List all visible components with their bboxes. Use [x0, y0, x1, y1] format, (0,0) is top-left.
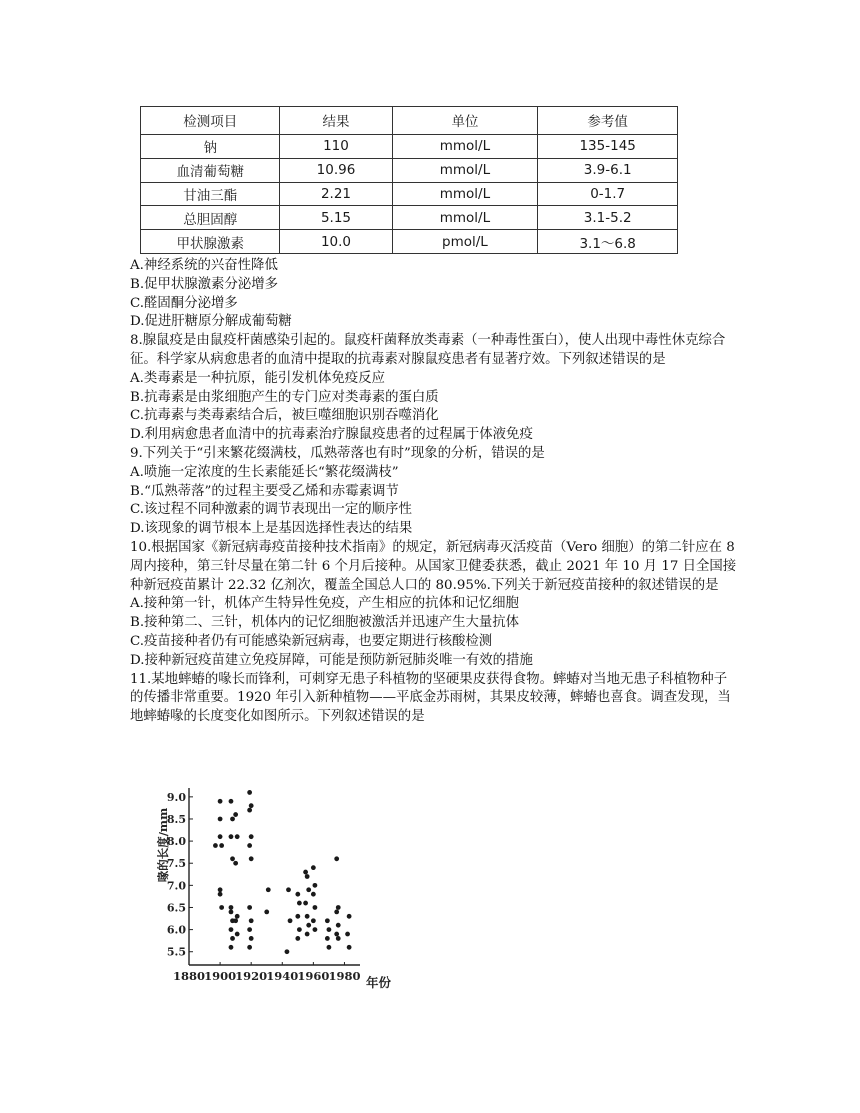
data-point — [334, 910, 339, 915]
table-row — [141, 158, 678, 182]
data-point — [230, 817, 235, 822]
question-text — [130, 257, 740, 727]
data-point — [233, 918, 238, 923]
x-tick-label: 1880 — [172, 969, 206, 983]
data-point — [297, 901, 302, 906]
data-point — [233, 812, 238, 817]
data-point — [303, 870, 308, 875]
data-point — [247, 790, 252, 795]
y-axis-label: 喙的长度/mm — [156, 807, 170, 883]
q10-option-a: A.接种第一针，机体产生特异性免疫，产生相应的抗体和记忆细胞 — [130, 596, 519, 612]
table-cell: mmol/L — [392, 134, 538, 158]
data-point — [295, 914, 300, 919]
data-point — [219, 843, 224, 848]
table-cell: 110 — [280, 134, 392, 158]
q7-option-b: B.促甲状腺激素分泌增多 — [130, 276, 279, 292]
table-cell: 3.1～6.8 — [538, 230, 678, 254]
data-point — [247, 843, 252, 848]
header-cell: 单位 — [392, 107, 538, 135]
y-tick-label: 6.0 — [166, 923, 186, 937]
data-point — [249, 803, 254, 808]
x-tick-label: 1900 — [204, 969, 237, 983]
data-point — [247, 945, 252, 950]
data-point — [286, 887, 291, 892]
data-point — [249, 936, 254, 941]
x-tick-label: 1920 — [235, 969, 268, 983]
header-cell: 参考值 — [538, 107, 678, 135]
table-cell: 血清葡萄糖 — [141, 158, 280, 182]
table-cell: mmol/L — [392, 182, 538, 206]
x-axis-label: 年份 — [366, 975, 392, 990]
y-tick-label: 8.5 — [166, 812, 186, 826]
data-point — [264, 910, 269, 915]
y-tick-label: 5.5 — [166, 945, 186, 959]
data-point — [218, 892, 223, 897]
data-point — [229, 799, 234, 804]
data-point — [229, 927, 234, 932]
table-row — [141, 182, 678, 206]
data-point — [249, 856, 254, 861]
table-row — [141, 134, 678, 158]
data-point — [247, 808, 252, 813]
data-point — [218, 834, 223, 839]
q9-stem: 9.下列关于“引来繁花缀满枝，瓜熟蒂落也有时”现象的分析，错误的是 — [130, 445, 545, 461]
data-point — [247, 905, 252, 910]
data-point — [327, 945, 332, 950]
table-cell: 甲状腺激素 — [141, 230, 280, 254]
data-point — [235, 932, 240, 937]
table-row — [141, 206, 678, 230]
data-point — [229, 945, 234, 950]
q9-option-b: B.“瓜熟蒂落”的过程主要受乙烯和赤霉素调节 — [130, 483, 399, 499]
data-point — [213, 843, 218, 848]
table-cell: 钠 — [141, 134, 280, 158]
data-point — [233, 861, 238, 866]
q8-option-a: A.类毒素是一种抗原，能引发机体免疫反应 — [130, 370, 385, 386]
data-point — [305, 914, 310, 919]
table-cell: pmol/L — [392, 230, 538, 254]
table-cell: 10.0 — [280, 230, 392, 254]
q8-option-d: D.利用病愈患者血清中的抗毒素治疗腺鼠疫患者的过程属于体液免疫 — [130, 427, 533, 443]
table-cell: 2.21 — [280, 182, 392, 206]
data-point — [247, 927, 252, 932]
data-point — [218, 887, 223, 892]
data-point — [230, 936, 235, 941]
data-point — [285, 949, 290, 954]
data-point — [311, 865, 316, 870]
data-point — [336, 923, 341, 928]
table-cell: 5.15 — [280, 206, 392, 230]
x-tick-label: 1980 — [328, 969, 361, 983]
table-cell: 总胆固醇 — [141, 206, 280, 230]
table-cell: mmol/L — [392, 158, 538, 182]
table-cell: 甘油三酯 — [141, 182, 280, 206]
y-tick-label: 7.5 — [166, 857, 186, 871]
data-point — [218, 817, 223, 822]
q8-option-b: B.抗毒素是由浆细胞产生的专门应对类毒素的蛋白质 — [130, 389, 439, 405]
table-cell: 3.1-5.2 — [538, 206, 678, 230]
q10-option-d: D.接种新冠疫苗建立免疫屏障，可能是预防新冠肺炎唯一有效的措施 — [130, 652, 533, 668]
data-point — [249, 834, 254, 839]
x-tick-label: 1960 — [297, 969, 330, 983]
data-point — [336, 905, 341, 910]
data-point — [336, 936, 341, 941]
table-cell: 135-145 — [538, 134, 678, 158]
data-point — [325, 936, 330, 941]
data-point — [229, 834, 234, 839]
x-tick-label: 1940 — [266, 969, 299, 983]
data-point — [288, 918, 293, 923]
y-tick-label: 6.5 — [166, 901, 186, 915]
q11-stem: 11.某地蟀蝽的喙长而锋利，可刺穿无患子科植物的坚硬果皮获得食物。蟀蝽对当地无患子科植物种子的传播非常重要。1920 年引入新种植物——平底金苏雨树，其果皮较薄，蟀蝽也喜食。调查发现，当地蟀蝽喙的长度变化如图所示。下列叙述错误的是 — [130, 671, 731, 725]
data-point — [311, 892, 316, 897]
table-row — [141, 230, 678, 254]
q10-option-b: B.接种第二、三针，机体内的记忆细胞被激活并迅速产生大量抗体 — [130, 615, 520, 631]
data-point — [235, 834, 240, 839]
data-point — [347, 945, 352, 950]
data-point — [347, 914, 352, 919]
lab-results-table — [140, 106, 678, 254]
data-point — [311, 918, 316, 923]
data-point — [327, 927, 332, 932]
data-point — [295, 936, 300, 941]
table-cell: 10.96 — [280, 158, 392, 182]
data-point — [313, 883, 318, 888]
table-cell: 0-1.7 — [538, 182, 678, 206]
table-cell: mmol/L — [392, 206, 538, 230]
table-header-row — [141, 107, 678, 135]
data-point — [266, 887, 271, 892]
beak-length-scatter-chart — [152, 780, 400, 995]
data-point — [295, 892, 300, 897]
data-point — [305, 874, 310, 879]
header-cell: 结果 — [280, 107, 392, 135]
q7-option-a: A.神经系统的兴奋性降低 — [130, 258, 278, 273]
data-point — [325, 918, 330, 923]
data-point — [230, 856, 235, 861]
data-point — [306, 923, 311, 928]
data-point — [305, 932, 310, 937]
q8-stem: 8.腺鼠疫是由鼠疫杆菌感染引起的。鼠疫杆菌释放类毒素（一种毒性蛋白），使人出现中毒性休克综合征。科学家从病愈患者的血清中提取的抗毒素对腺鼠疫患者有显著疗效。下列叙述错误的是 — [130, 333, 726, 367]
y-tick-label: 7.0 — [166, 879, 186, 893]
data-point — [334, 856, 339, 861]
q9-option-a: A.喷施一定浓度的生长素能延长“繁花缀满枝” — [130, 464, 399, 480]
data-point — [249, 918, 254, 923]
data-point — [218, 799, 223, 804]
data-point — [297, 927, 302, 932]
data-point — [306, 887, 311, 892]
data-point — [334, 932, 339, 937]
q8-option-c: C.抗毒素与类毒素结合后，被巨噬细胞识别吞噬消化 — [130, 408, 439, 424]
data-point — [229, 910, 234, 915]
data-point — [313, 905, 318, 910]
q9-option-d: D.该现象的调节根本上是基因选择性表达的结果 — [130, 521, 413, 537]
y-tick-label: 8.0 — [166, 835, 186, 849]
q10-stem: 10.根据国家《新冠病毒疫苗接种技术指南》的规定，新冠病毒灭活疫苗（Vero 细胞）的第二针应在 8 周内接种，第三针尽量在第二针 6 个月后接种。从国家卫健委获悉，截止 2021 年 10 月 17 日全国接种新冠疫苗累计 22.32 亿剂次，覆盖全国总人口的 80.95%.下列关于新冠疫苗接种的叙述错误的是 — [130, 539, 737, 593]
y-tick-label: 9.0 — [166, 790, 186, 804]
q7-option-c: C.醛固酮分泌增多 — [130, 295, 238, 311]
data-point — [235, 914, 240, 919]
table-cell: 3.9-6.1 — [538, 158, 678, 182]
data-point — [219, 905, 224, 910]
q9-option-c: C.该过程不同种激素的调节表现出一定的顺序性 — [130, 502, 412, 518]
data-point — [345, 932, 350, 937]
data-point — [313, 927, 318, 932]
data-point — [229, 905, 234, 910]
q10-option-c: C.疫苗接种者仍有可能感染新冠病毒，也要定期进行核酸检测 — [130, 633, 493, 649]
header-cell: 检测项目 — [141, 107, 280, 135]
data-point — [303, 901, 308, 906]
q7-option-d: D.促进肝糖原分解成葡萄糖 — [130, 314, 292, 330]
